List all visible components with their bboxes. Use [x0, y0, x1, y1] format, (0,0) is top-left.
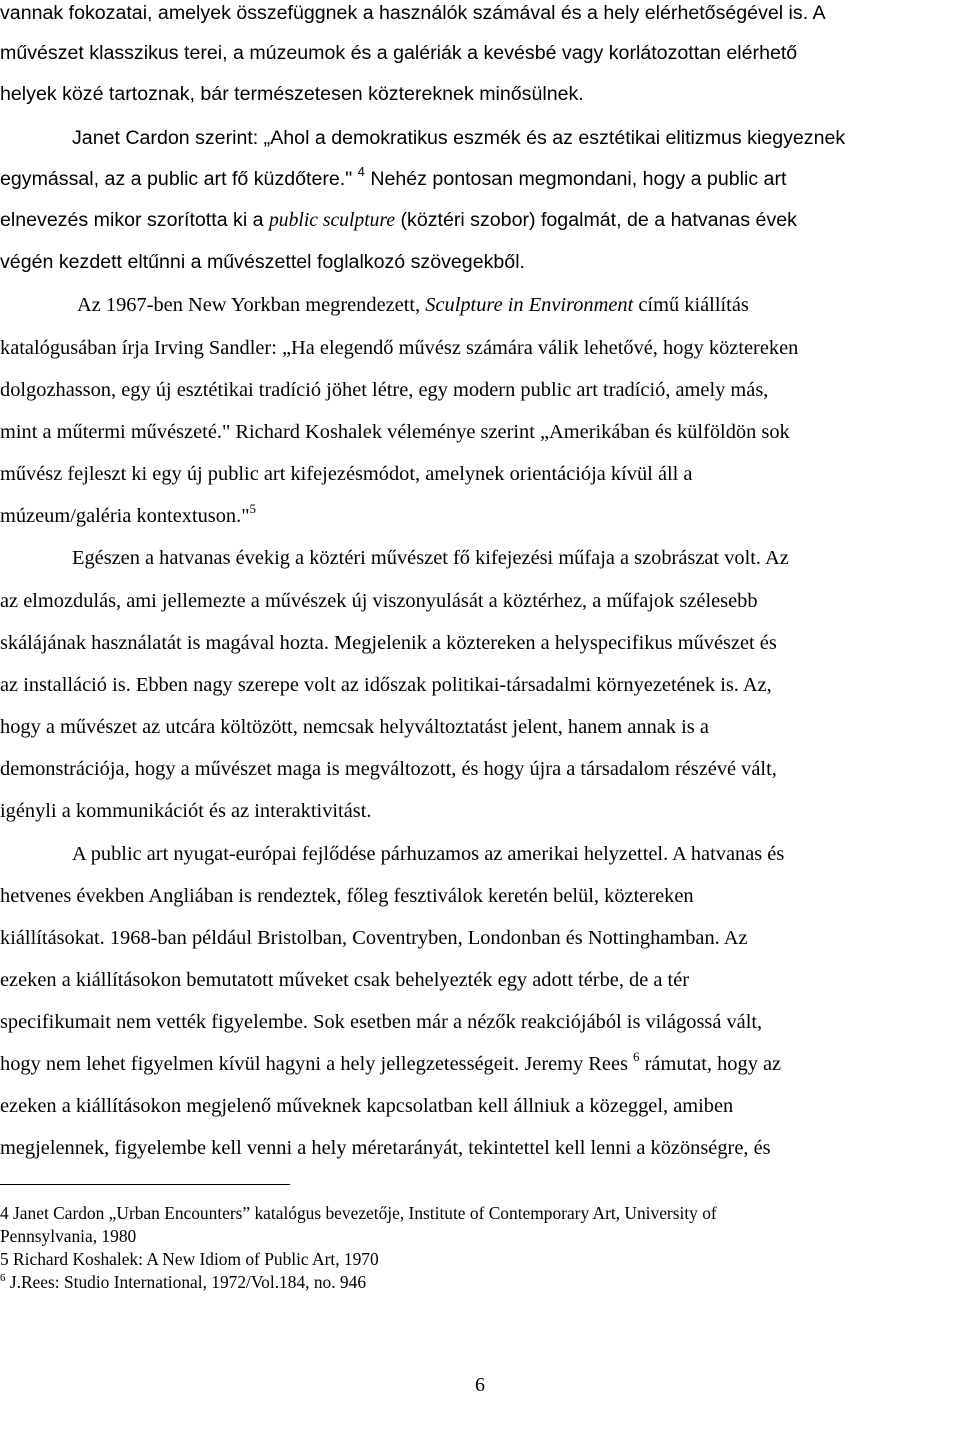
- text-line: ezeken a kiállításokon bemutatott műveket csak behelyezték egy adott térbe, de a tér: [0, 969, 690, 991]
- text-line: dolgozhasson, egy új esztétikai tradíció jöhet létre, egy modern public art tradíció, amely más,: [0, 379, 769, 401]
- text-line: Az 1967-ben New Yorkban megrendezett, Sculpture in Environment című kiállítás: [77, 294, 749, 316]
- footnote: 4 Janet Cardon „Urban Encounters” katalógus bevezetője, Institute of Contemporary Art, University of: [0, 1203, 717, 1223]
- page-number: 6: [475, 1374, 485, 1396]
- footnote-ref: 4: [357, 164, 365, 179]
- text-line: skálájának használatát is magával hozta. Megjelenik a köztereken a helyspecifikus művészet és: [0, 632, 777, 654]
- footnote: Pennsylvania, 1980: [0, 1226, 137, 1246]
- footnote-ref: 6: [633, 1049, 640, 1064]
- text-line: katalógusában írja Irving Sandler: „Ha elegendő művész számára válik lehetővé, hogy köztereken: [0, 337, 799, 359]
- text-line: hogy a művészet az utcára költözött, nemcsak helyváltoztatást jelent, hanem annak is a: [0, 716, 709, 738]
- text-line: az elmozdulás, ami jellemezte a művészek új viszonyulását a köztérhez, a műfajok szélesebb: [0, 590, 758, 612]
- text-line: vannak fokozatai, amelyek összefüggnek a használók számával és a hely elérhetőségével is. A: [0, 2, 826, 24]
- text-line: elnevezés mikor szorította ki a public sculpture (köztéri szobor) fogalmát, de a hatvanas évek: [0, 209, 797, 231]
- text-line: igényli a kommunikációt és az interaktivitást.: [0, 800, 372, 822]
- text-line: ezeken a kiállításokon megjelenő műveknek kapcsolatban kell állniuk a közeggel, amiben: [0, 1095, 734, 1117]
- text-line: helyek közé tartoznak, bár természetesen köztereknek minősülnek.: [0, 83, 584, 105]
- footnote-divider: [0, 1184, 290, 1185]
- text-line: múzeum/galéria kontextuson."$^5$: [0, 501, 257, 527]
- footnote-ref: 5: [249, 501, 257, 516]
- text-line: A public art nyugat-európai fejlődése párhuzamos az amerikai helyzettel. A hatvanas és: [72, 843, 785, 865]
- text-line: az installáció is. Ebben nagy szerepe volt az időszak politikai-társadalmi környezetének is. Az,: [0, 674, 772, 696]
- footnote: $^6$ J.Rees: Studio International, 1972/Vol.184, no. 946: [0, 1272, 367, 1292]
- text-line: specifikumait nem vették figyelembe. Sok esetben már a nézők reakciójából is világossá vált,: [0, 1011, 763, 1033]
- text-line: egymással, az a public art fő küzdőtere." $^4$ Nehéz pontosan megmondani, hogy a public art: [0, 164, 787, 190]
- text-line: demonstrációja, hogy a művészet maga is megváltozott, és hogy újra a társadalom részévé vált,: [0, 758, 777, 780]
- text-line: művész fejleszt ki egy új public art kifejezésmódot, amelynek orientációja kívül áll a: [0, 463, 693, 485]
- text-line: Janet Cardon szerint: „Ahol a demokratikus eszmék és az esztétikai elitizmus kiegyeznek: [72, 127, 846, 149]
- text-line: hetvenes években Angliában is rendeztek, főleg fesztiválok keretén belül, köztereken: [0, 885, 694, 907]
- text-line: Egészen a hatvanas évekig a köztéri művészet fő kifejezési műfaja a szobrászat volt. Az: [72, 547, 789, 569]
- text-line: megjelennek, figyelembe kell venni a hely méretarányát, tekintettel kell lenni a közönségre, és: [0, 1137, 771, 1159]
- text-line: művészet klasszikus terei, a múzeumok és a galériák a kevésbé vagy korlátozottan elérhető: [0, 42, 798, 64]
- text-line: mint a műtermi művészeté." Richard Koshalek véleménye szerint „Amerikában és külföldön sok: [0, 421, 790, 443]
- text-line: kiállításokat. 1968-ban például Bristolban, Coventryben, Londonban és Nottinghamban. Az: [0, 927, 748, 949]
- footnote: 5 Richard Koshalek: A New Idiom of Public Art, 1970: [0, 1249, 379, 1269]
- text-line: hogy nem lehet figyelmen kívül hagyni a hely jellegzetességeit. Jeremy Rees $^6$ rámutat, hogy az: [0, 1049, 782, 1075]
- text-line: végén kezdett eltűnni a művészettel foglalkozó szövegekből.: [0, 251, 525, 273]
